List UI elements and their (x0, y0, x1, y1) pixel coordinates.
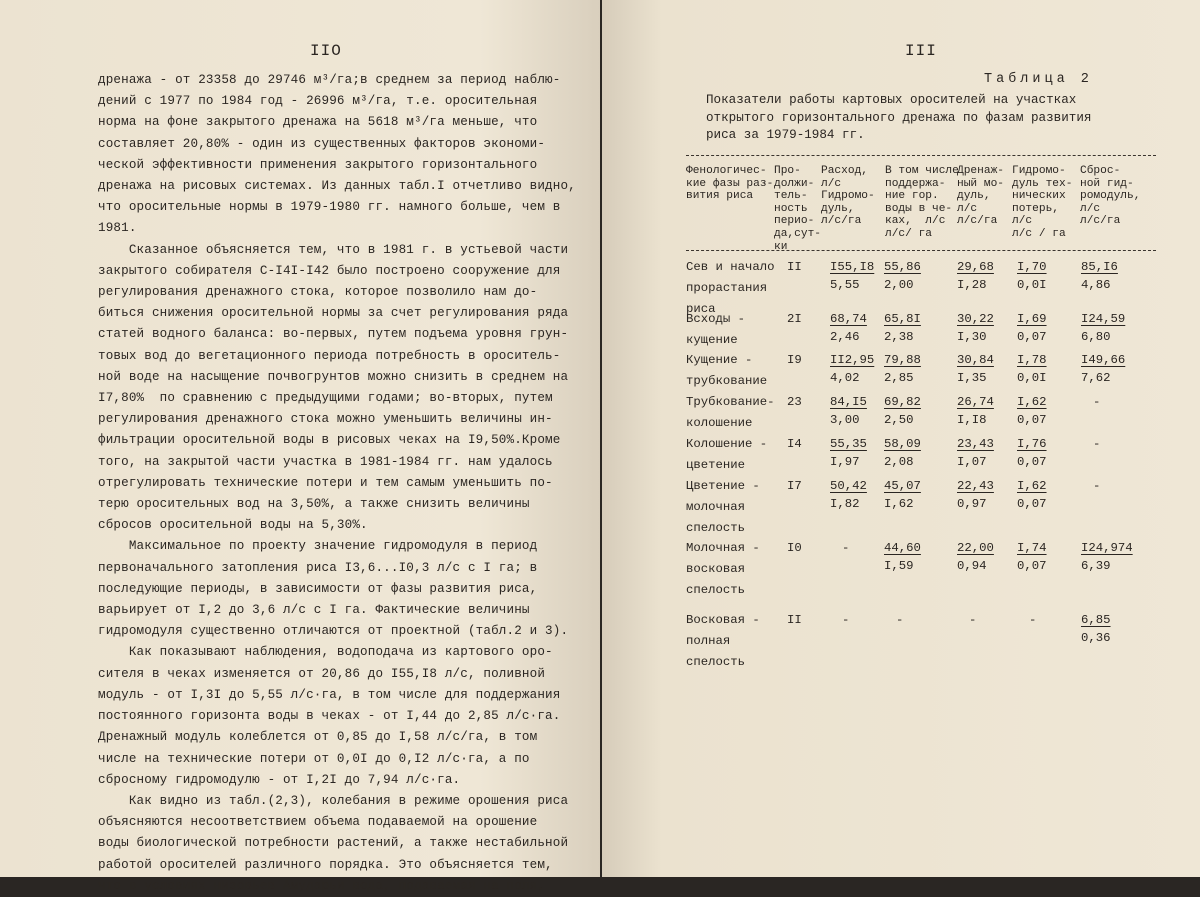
modulus-cell: 0,36 (1081, 631, 1111, 645)
modulus-cell: I,I8 (957, 413, 987, 427)
value-cell: - (842, 613, 850, 627)
text-line: Как показывают наблюдения, водоподача из картового оро- (98, 645, 553, 660)
value-cell: 29,68 (957, 260, 994, 274)
modulus-cell: I,35 (957, 371, 987, 385)
text-line: Как видно из табл.(2,3), колебания в режиме орошения риса (98, 793, 569, 808)
value-cell: II2,95 (830, 353, 875, 367)
text-line: терю оросительных вод на 3,50%, а также снизить величины (98, 497, 530, 512)
text-line: фильтрации оросительной воды в рисовых чеках на I9,50%.Кроме (98, 433, 561, 448)
value-cell: 79,88 (884, 353, 921, 367)
value-cell: - (1029, 613, 1037, 627)
phase-cell: Восковая - полная спелость (686, 613, 760, 669)
modulus-cell: I,59 (884, 559, 914, 573)
text-line: биться снижения оросительной нормы за счет регулирования ряда (98, 306, 569, 321)
modulus-cell: I,97 (830, 455, 860, 469)
modulus-cell: 0,07 (1017, 455, 1047, 469)
table-caption: Таблица 2 (984, 72, 1093, 87)
value-cell: - (1093, 479, 1101, 493)
modulus-cell: 6,80 (1081, 330, 1111, 344)
value-cell: - (1093, 437, 1101, 451)
value-cell: I,62 (1017, 479, 1047, 493)
value-cell: - (969, 613, 977, 627)
text-line: работой оросителей различного порядка. Это объясняется тем, (98, 857, 553, 872)
value-cell: 85,I6 (1081, 260, 1118, 274)
left-page (0, 0, 600, 893)
value-cell: 55,86 (884, 260, 921, 274)
modulus-cell: 2,08 (884, 455, 914, 469)
table-header-rule (686, 250, 1156, 251)
modulus-cell: I,62 (884, 497, 914, 511)
value-cell: - (1093, 395, 1101, 409)
column-header: Про- должи- тель- ность перио- да,сут- ки (774, 165, 821, 253)
value-cell: - (896, 613, 904, 627)
text-line: что в условиях низовьев Амударьи вода, подаваемая на поля, (98, 878, 546, 893)
column-header: Дренаж- ный мо- дуль, л/с л/с/га (957, 165, 1004, 228)
value-cell: 50,42 (830, 479, 867, 493)
value-cell: 23,43 (957, 437, 994, 451)
phase-cell: Сев и начало прорастания риса (686, 260, 775, 316)
duration-cell: II (787, 260, 802, 274)
value-cell: 84,I5 (830, 395, 867, 409)
text-line: постоянного горизонта воды в чеках - от I,44 до 2,85 л/с·га. (98, 709, 561, 724)
modulus-cell: 0,07 (1017, 330, 1047, 344)
text-line: I7,80% по сравнению с предыдущими годами; во-вторых, путем (98, 391, 553, 406)
body-text (98, 70, 576, 897)
text-line: Максимальное по проекту значение гидромодуля в период (98, 539, 538, 554)
text-line: первоначального затопления риса I3,6...I0,3 л/с с I га; в (98, 560, 538, 575)
text-line: гидромодуля существенно отличаются от проектной (табл.2 и 3). (98, 624, 569, 639)
modulus-cell: 0,0I (1017, 371, 1047, 385)
text-line: сбросному гидромодулю - от I,2I до 7,94 л/с·га. (98, 772, 461, 787)
value-cell: 45,07 (884, 479, 921, 493)
table-title-line: Показатели работы картовых оросителей на участках (706, 93, 1077, 107)
text-line: воды биологической потребности растений, а также нестабильной (98, 836, 569, 851)
duration-cell: 23 (787, 395, 802, 409)
modulus-cell: 0,0I (1017, 278, 1047, 292)
value-cell: I,62 (1017, 395, 1047, 409)
modulus-cell: I,30 (957, 330, 987, 344)
value-cell: 22,00 (957, 541, 994, 555)
column-header: В том числе поддержа- ние гор. воды в че- ках, л/с л/с/ га (885, 165, 959, 240)
column-header: Сброс- ной гид- ромодуль, л/с л/с/га (1080, 165, 1141, 228)
value-cell: I55,I8 (830, 260, 875, 274)
text-line: статей водного баланса: во-первых, путем подъема уровня грун- (98, 327, 569, 342)
value-cell: 26,74 (957, 395, 994, 409)
duration-cell: I9 (787, 353, 802, 367)
text-line: дений с 1977 по 1984 год - 26996 м³/га, т.е. оросительная (98, 94, 538, 109)
value-cell: I,70 (1017, 260, 1047, 274)
modulus-cell: 0,97 (957, 497, 987, 511)
table-title (706, 92, 1146, 145)
value-cell: 68,74 (830, 312, 867, 326)
text-line: что оросительные нормы в 1979-1980 гг. намного больше, чем в (98, 200, 561, 215)
value-cell: I24,59 (1081, 312, 1126, 326)
value-cell: I24,974 (1081, 541, 1133, 555)
text-line: ческой эффективности применения закрытого горизонтального (98, 157, 538, 172)
modulus-cell: 5,55 (830, 278, 860, 292)
table-title-line: риса за 1979-1984 гг. (706, 128, 865, 142)
duration-cell: I4 (787, 437, 802, 451)
phase-cell: Колошение - цветение (686, 437, 768, 472)
value-cell: 58,09 (884, 437, 921, 451)
column-header: Фенологичес- кие фазы раз- вития риса (686, 165, 774, 203)
text-line: дренажа - от 23358 до 29746 м³/га;в среднем за период наблю- (98, 73, 561, 87)
value-cell: 65,8I (884, 312, 921, 326)
modulus-cell: I,07 (957, 455, 987, 469)
modulus-cell: 4,02 (830, 371, 860, 385)
text-line: сителя в чеках изменяется от 20,86 до I55,I8 л/с, поливной (98, 666, 546, 681)
modulus-cell: 2,50 (884, 413, 914, 427)
modulus-cell: 6,39 (1081, 559, 1111, 573)
text-line: ной воде на насыщение почвогрунтов можно снизить в среднем на (98, 369, 569, 384)
value-cell: I49,66 (1081, 353, 1126, 367)
phase-cell: Всходы - кущение (686, 312, 746, 347)
text-line: Сказанное объясняется тем, что в 1981 г. в устьевой части (98, 242, 569, 257)
modulus-cell: 7,62 (1081, 371, 1111, 385)
page-number: IIO (310, 42, 342, 60)
duration-cell: 2I (787, 312, 802, 326)
modulus-cell: 0,07 (1017, 559, 1047, 573)
text-line: составляет 20,80% - один из существенных факторов экономи- (98, 136, 546, 151)
text-line: закрытого собирателя С-I4I-I42 было построено сооружение для (98, 263, 561, 278)
value-cell: 44,60 (884, 541, 921, 555)
column-header: Расход, л/с Гидромо- дуль, л/с/га (821, 165, 875, 228)
text-line: объясняются несоответствием объема подаваемой на орошение (98, 815, 538, 830)
value-cell: I,76 (1017, 437, 1047, 451)
duration-cell: I7 (787, 479, 802, 493)
value-cell: - (842, 541, 850, 555)
text-line: регулирования дренажного стока можно уменьшить величины ин- (98, 412, 553, 427)
table-top-rule (686, 155, 1156, 156)
phase-cell: Кущение - трубкование (686, 353, 768, 388)
text-line: того, на закрытой части участка в 1981-1984 гг. нам удалось (98, 454, 553, 469)
text-line: 1981. (98, 221, 137, 236)
value-cell: I,69 (1017, 312, 1047, 326)
modulus-cell: I,28 (957, 278, 987, 292)
modulus-cell: 0,07 (1017, 413, 1047, 427)
value-cell: 30,22 (957, 312, 994, 326)
text-line: последующие периоды, в зависимости от фазы развития риса, (98, 581, 538, 596)
phase-cell: Цветение - молочная спелость (686, 479, 760, 535)
duration-cell: I0 (787, 541, 802, 555)
text-line: модуль - от I,3I до 5,55 л/с·га, в том числе для поддержания (98, 687, 561, 702)
table-title-line: открытого горизонтального дренажа по фазам развития (706, 110, 1092, 125)
text-line: дренажа на рисовых системах. Из данных табл.I отчетливо видно, (98, 179, 576, 194)
value-cell: 6,85 (1081, 613, 1111, 627)
modulus-cell: 2,46 (830, 330, 860, 344)
value-cell: 69,82 (884, 395, 921, 409)
value-cell: 22,43 (957, 479, 994, 493)
text-line: товых вод до вегетационного периода потребность в ороситель- (98, 348, 561, 363)
modulus-cell: I,82 (830, 497, 860, 511)
modulus-cell: 2,00 (884, 278, 914, 292)
value-cell: I,78 (1017, 353, 1047, 367)
column-header: Гидромо- дуль тех- нических потерь, л/с л/с / га (1012, 165, 1073, 240)
modulus-cell: 3,00 (830, 413, 860, 427)
duration-cell: II (787, 613, 802, 627)
modulus-cell: 4,86 (1081, 278, 1111, 292)
phase-cell: Молочная - восковая спелость (686, 541, 760, 597)
text-line: регулирования дренажного стока, которое позволило нам до- (98, 285, 538, 300)
value-cell: 55,35 (830, 437, 867, 451)
right-page (602, 0, 1200, 877)
text-line: сбросов оросительной воды на 5,30%. (98, 518, 368, 533)
modulus-cell: 2,85 (884, 371, 914, 385)
value-cell: 30,84 (957, 353, 994, 367)
text-line: варьирует от I,2 до 3,6 л/с с I га. Фактические величины (98, 603, 530, 618)
text-line: Дренажный модуль колеблется от 0,85 до I,58 л/с/га, в том (98, 730, 538, 745)
modulus-cell: 0,07 (1017, 497, 1047, 511)
value-cell: I,74 (1017, 541, 1047, 555)
text-line: числе на технические потери от 0,0I до 0,I2 л/с·га, а по (98, 751, 530, 766)
page-number: III (905, 42, 937, 60)
text-line: отрегулировать технические потери и тем самым уменьшить по- (98, 475, 553, 490)
text-line: норма на фоне закрытого дренажа на 5618 м³/га меньше, что (98, 115, 538, 130)
modulus-cell: 0,94 (957, 559, 987, 573)
phase-cell: Трубкование- колошение (686, 395, 775, 430)
modulus-cell: 2,38 (884, 330, 914, 344)
